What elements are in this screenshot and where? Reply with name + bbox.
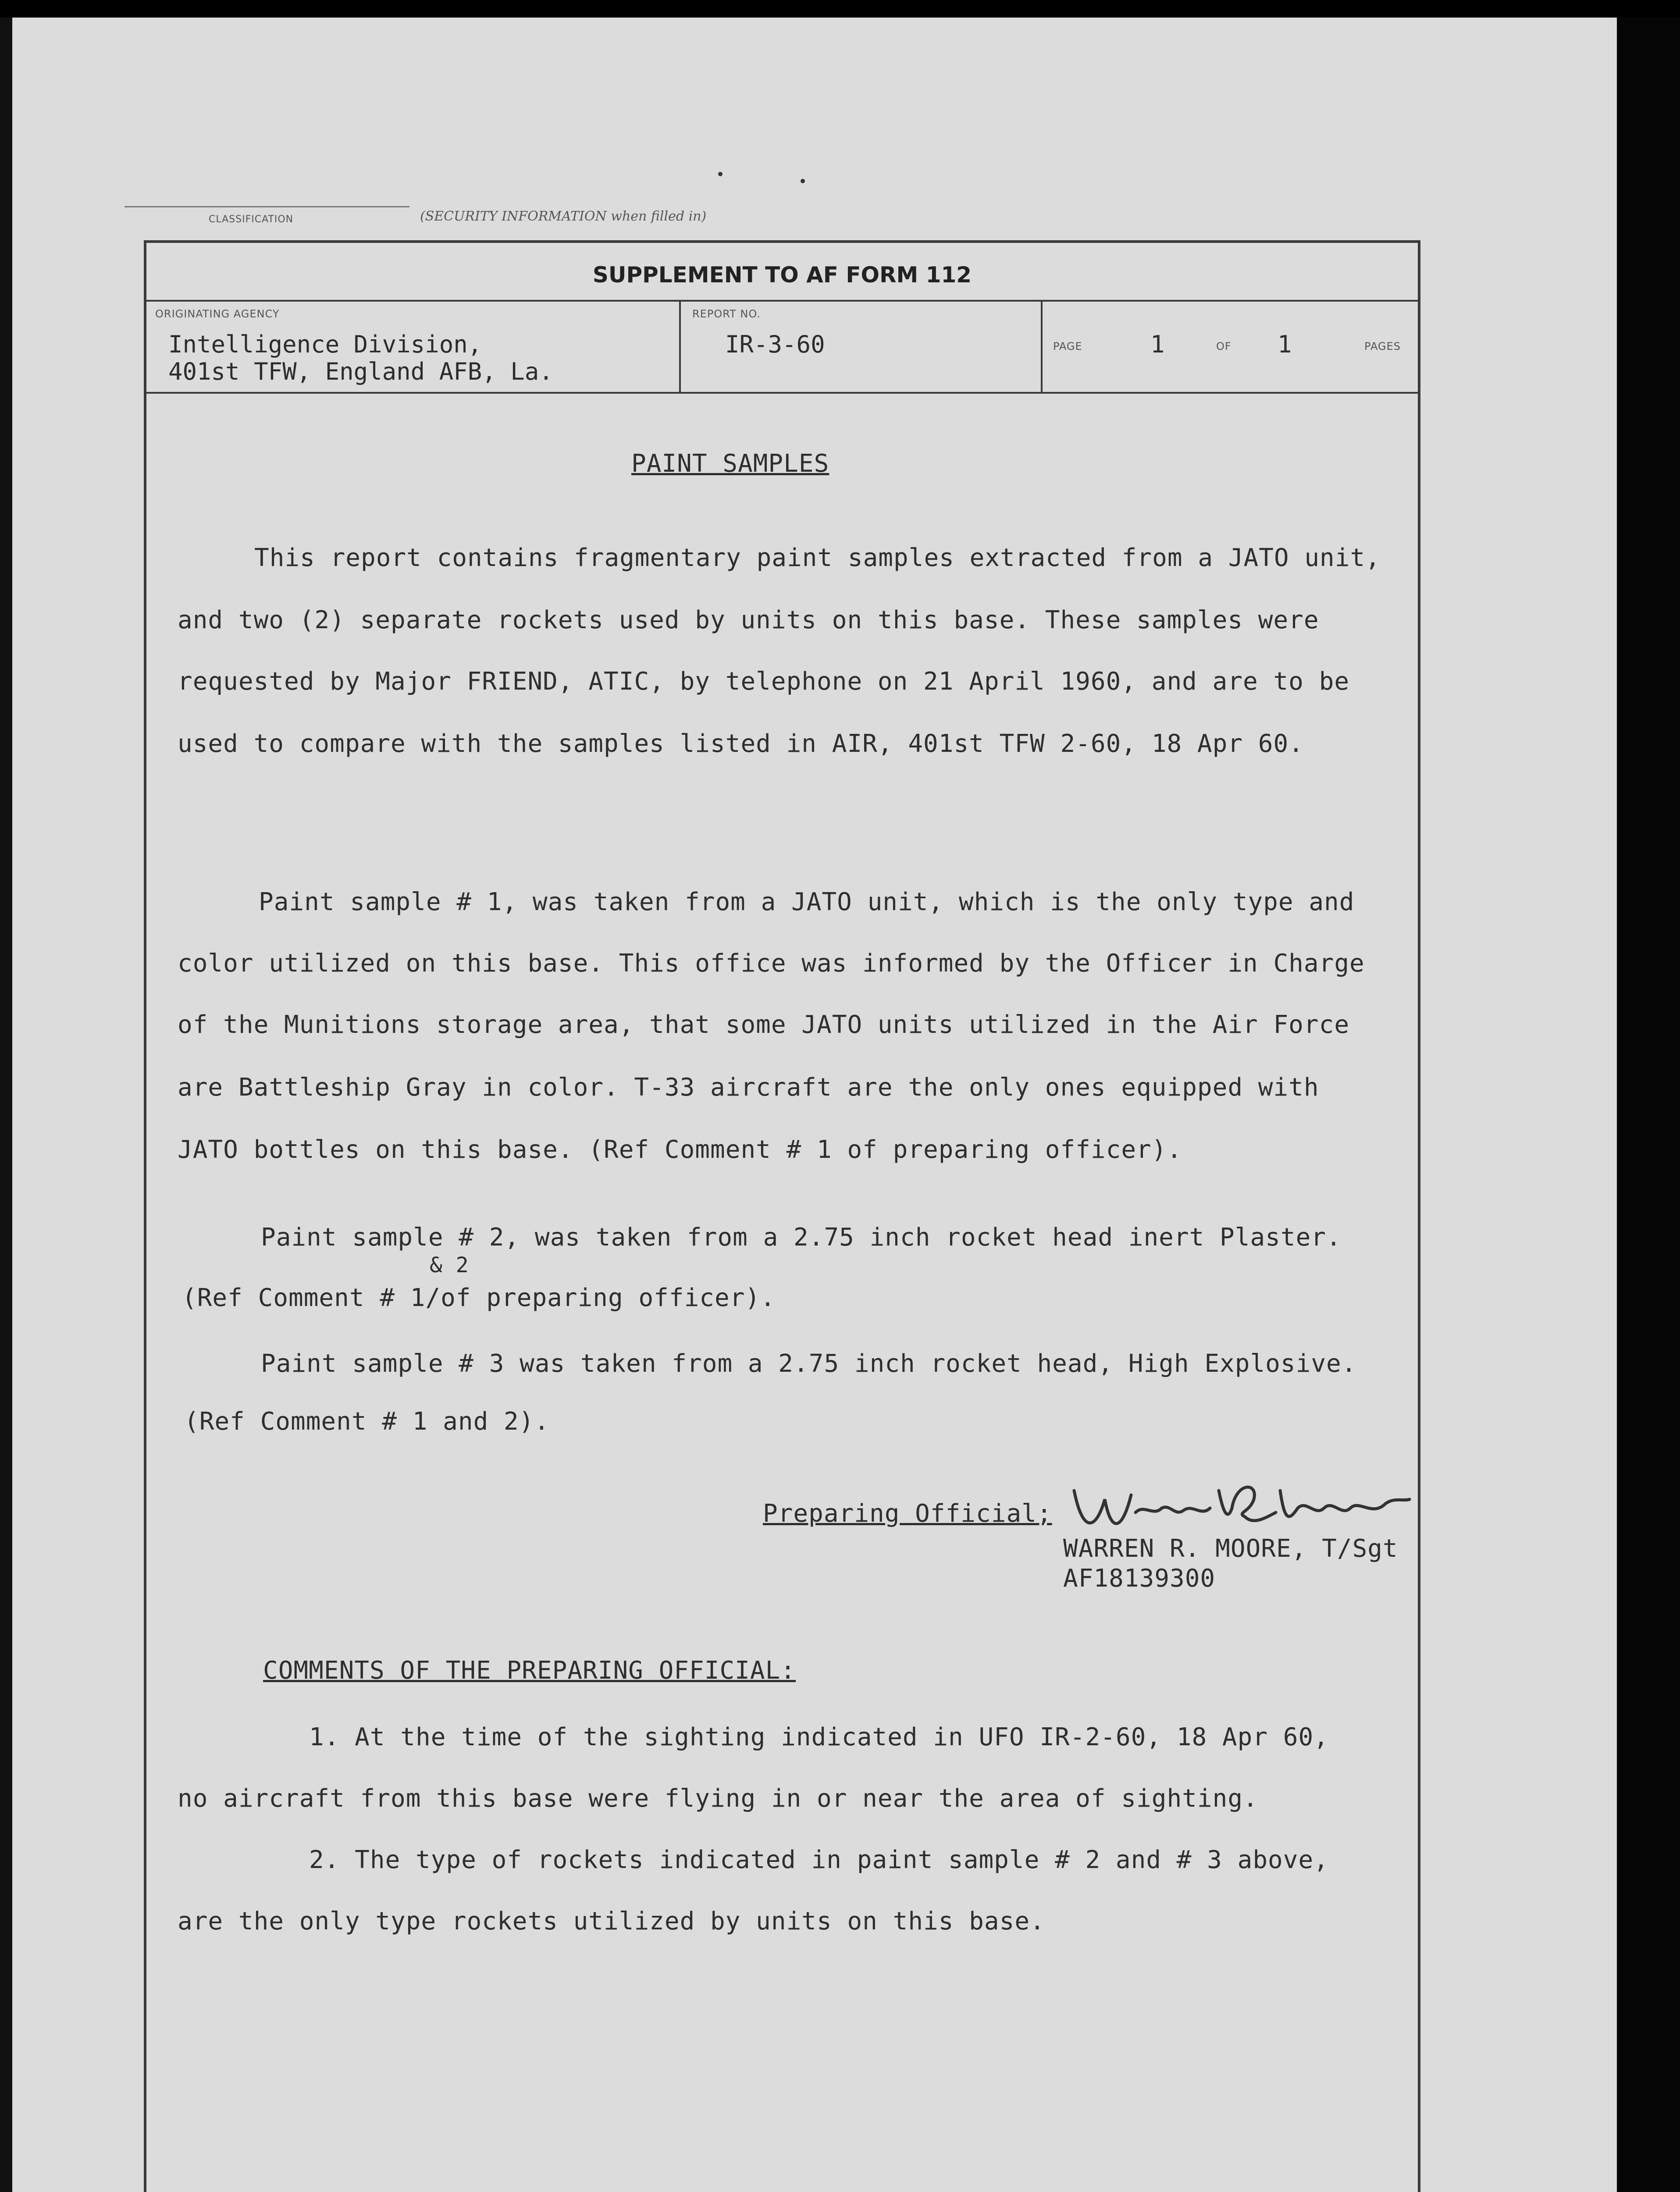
signer-name: WARREN R. MOORE, T/Sgt bbox=[1063, 1534, 1398, 1563]
signer-serial: AF18139300 bbox=[1063, 1564, 1216, 1593]
originating-agency-line2: 401st TFW, England AFB, La. bbox=[168, 358, 553, 385]
divider bbox=[146, 300, 1418, 302]
para3-line1: Paint sample # 2, was taken from a 2.75 inch rocket head inert Plaster. bbox=[261, 1223, 1342, 1252]
para4-line1: Paint sample # 3 was taken from a 2.75 inch rocket head, High Explosive. bbox=[261, 1349, 1357, 1378]
originating-agency-label: ORIGINATING AGENCY bbox=[155, 308, 280, 320]
divider bbox=[1041, 300, 1043, 392]
comment1-line: 1. At the time of the sighting indicated in UFO IR-2-60, 18 Apr 60, bbox=[309, 1723, 1329, 1751]
page-number: 1 bbox=[1150, 331, 1165, 358]
para1-line: This report contains fragmentary paint samples extracted from a JATO unit, bbox=[254, 544, 1381, 572]
para3-insert: & 2 bbox=[430, 1253, 469, 1277]
handwritten-signature bbox=[1070, 1473, 1412, 1534]
comment1-line: no aircraft from this base were flying in or near the area of sighting. bbox=[178, 1784, 1258, 1813]
originating-agency-line1: Intelligence Division, bbox=[168, 331, 482, 358]
divider bbox=[679, 300, 681, 392]
form-box bbox=[144, 240, 1420, 2192]
para1-line: requested by Major FRIEND, ATIC, by telephone on 21 April 1960, and are to be bbox=[178, 667, 1350, 696]
report-no-label: REPORT NO. bbox=[692, 308, 761, 320]
comments-heading: COMMENTS OF THE PREPARING OFFICIAL: bbox=[263, 1656, 796, 1685]
para2-line: JATO bottles on this base. (Ref Comment # 1 of preparing officer). bbox=[178, 1135, 1182, 1164]
page-label: PAGE bbox=[1053, 340, 1082, 352]
speck bbox=[801, 179, 805, 183]
security-info-header: (SECURITY INFORMATION when filled in) bbox=[420, 209, 707, 224]
scan-right-edge bbox=[1617, 18, 1680, 2192]
para2-line: color utilized on this base. This office was informed by the Officer in Charge bbox=[178, 949, 1365, 978]
para2-line: of the Munitions storage area, that some JATO units utilized in the Air Force bbox=[178, 1011, 1350, 1039]
divider bbox=[146, 392, 1418, 394]
comment2-line: 2. The type of rockets indicated in paint sample # 2 and # 3 above, bbox=[309, 1846, 1329, 1874]
signature-label: Preparing Official; bbox=[763, 1499, 1052, 1528]
report-no: IR-3-60 bbox=[725, 331, 825, 358]
para2-line: are Battleship Gray in color. T-33 aircraft are the only ones equipped with bbox=[178, 1073, 1319, 1102]
section-heading: PAINT SAMPLES bbox=[631, 449, 829, 478]
para3-line2: (Ref Comment # 1/of preparing officer). bbox=[182, 1284, 776, 1312]
classification-rule bbox=[125, 206, 409, 207]
comment2-line: are the only type rockets utilized by units on this base. bbox=[178, 1907, 1045, 1936]
para4-line2: (Ref Comment # 1 and 2). bbox=[184, 1407, 550, 1436]
para1-line: and two (2) separate rockets used by units on this base. These samples were bbox=[178, 606, 1319, 634]
pages-label: PAGES bbox=[1364, 340, 1401, 352]
speck bbox=[718, 172, 723, 176]
scan-top-edge bbox=[0, 0, 1680, 18]
form-title: SUPPLEMENT TO AF FORM 112 bbox=[592, 262, 972, 288]
page-total: 1 bbox=[1278, 331, 1292, 358]
of-label: OF bbox=[1216, 340, 1232, 352]
para2-line: Paint sample # 1, was taken from a JATO unit, which is the only type and bbox=[259, 888, 1355, 916]
classification-label: CLASSIFICATION bbox=[209, 214, 294, 225]
para1-line: used to compare with the samples listed in AIR, 401st TFW 2-60, 18 Apr 60. bbox=[178, 729, 1304, 758]
